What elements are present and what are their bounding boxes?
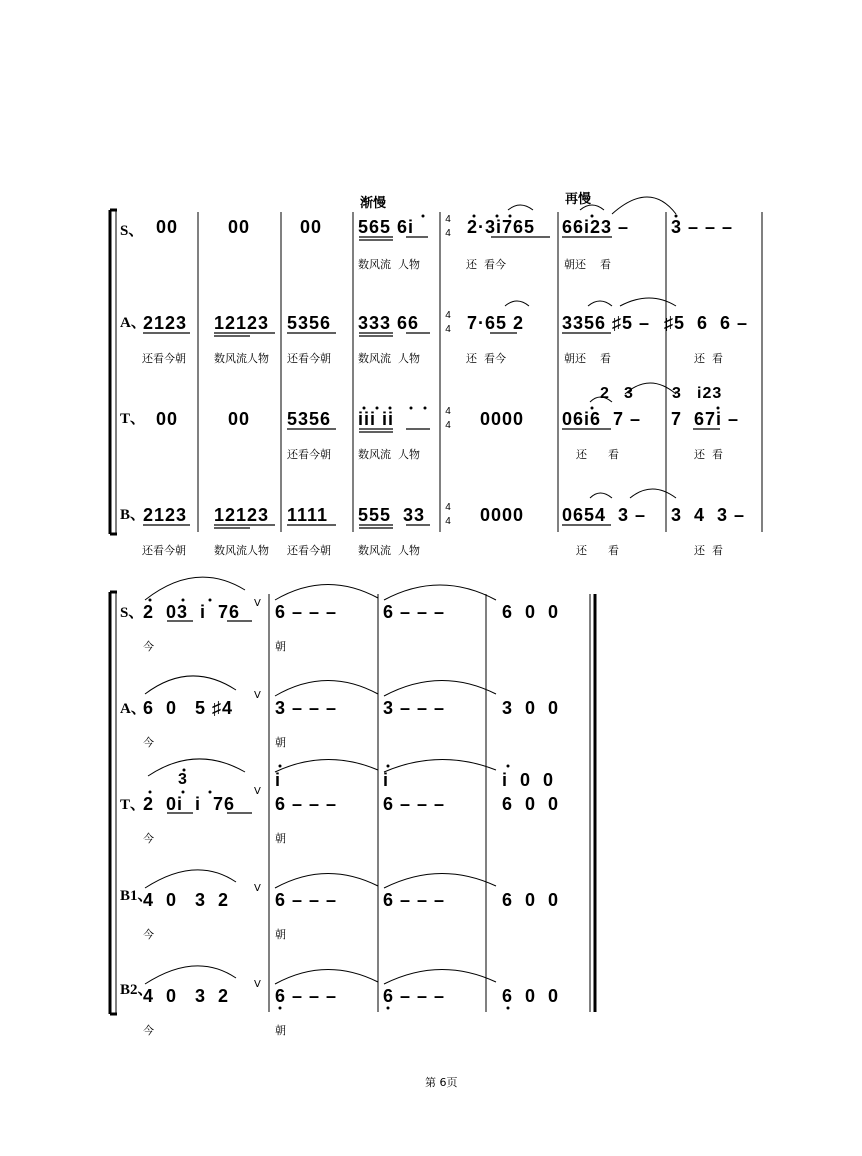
score-page: 渐慢 再慢 S、 A、 T、 B、 4 4 4 4 4 4 4 4 00 00 00 565 6i 2·3i765 66i23 – 3 – – – 数风流 人物 还 看今 朝还 看 2123 12123 5356 333 66 7·65 2 3356 ♯5 – ♯5 6 6 – 还看今朝 数风流人物 还看今朝 数风流 人物 还 看今 朝还 看 还 看 2 3 3 i23 00 00 5356 iii ii 0000 06i6 7 – 7 67i – 还看今朝 数风流 人物 还 看 还 看 2123 12123 1111 555 33 0000 0654 3 – 3 4 3 – 还看今朝 数风流人物 还看今朝 数风流 人物 还 看 还 看 S、 A、 T、 B1、 B2、 V V V V V 2 03 i 76 6 – – – 6 – – – 6 0 0 今 朝 6 0 5 ♯4 3 – – – 3 – – – 3 0 0 今 朝 3 i i i 0 0 2 0i i 76 6 – – – 6 – – – 6 0 0 今 朝 4 0 3 2 6 – – – 6 – – – 6 0 0 今 朝 4 0 3 2 6 – – – 6 – – – 6 0 0 今 朝 第 6页 (0, 0, 862, 1156)
alto-notes: 3 – – – (383, 698, 446, 718)
alto-notes: 5356 (287, 313, 332, 333)
voice-label-alto: A、 (120, 315, 146, 331)
tenor-notes: iii ii (358, 409, 395, 429)
alto-notes: ♯5 6 6 – (664, 313, 749, 333)
bass2-notes: 4 0 3 2 (143, 986, 230, 1006)
soprano-notes: 6 – – – (383, 602, 446, 622)
bass2-notes: 6 – – – (383, 986, 446, 1006)
tenor-notes: 2 0i i 76 (143, 794, 236, 814)
alto-notes: 7·65 2 (467, 313, 525, 333)
breath-mark: V (254, 598, 261, 609)
bass-notes: 555 33 (358, 505, 426, 525)
tenor-notes: 6 0 0 (502, 794, 560, 814)
alto-lyric: 还 看 (694, 352, 723, 365)
alto-notes: 3356 ♯5 – (562, 313, 651, 333)
bass-notes: 12123 (214, 505, 270, 525)
soprano-notes: 00 (228, 217, 251, 237)
tenor-upper-note: 3 (178, 771, 188, 788)
voice-label-alto: A、 (120, 701, 146, 717)
soprano-notes: 66i23 – (562, 217, 630, 237)
alto-notes: 3 0 0 (502, 698, 560, 718)
tenor-notes: 6 – – – (383, 794, 446, 814)
soprano-notes: 2·3i765 (467, 217, 536, 237)
bass1-lyric: 朝 (275, 928, 286, 941)
soprano-notes: 565 6i (358, 217, 415, 237)
soprano-notes: 2 03 i 76 (143, 602, 241, 622)
bass-lyric: 还 看 (576, 544, 619, 557)
voice-label-bass2: B2、 (120, 982, 153, 998)
tenor-lyric: 还 看 (694, 448, 723, 461)
alto-lyric: 数风流 人物 (358, 352, 420, 365)
soprano-lyric: 今 (143, 640, 154, 653)
bass-lyric: 还看今朝 (142, 544, 186, 557)
bass2-lyric: 今 (143, 1024, 154, 1037)
voice-label-tenor: T、 (120, 411, 146, 427)
soprano-lyric: 还 看今 (466, 258, 506, 271)
tenor-lyric: 朝 (275, 832, 286, 845)
breath-mark: V (254, 786, 261, 797)
soprano-notes: 6 – – – (275, 602, 338, 622)
tenor-upper-note: i 0 0 (502, 770, 555, 790)
bass2-lyric: 朝 (275, 1024, 286, 1037)
bass1-lyric: 今 (143, 928, 154, 941)
tenor-notes: 00 (156, 409, 179, 429)
tenor-lyric: 数风流 人物 (358, 448, 420, 461)
tenor-lyric: 还 看 (576, 448, 619, 461)
alto-notes: 2123 (143, 313, 188, 333)
bass-lyric: 还看今朝 (287, 544, 331, 557)
alto-lyric: 还看今朝 (287, 352, 331, 365)
bass-lyric: 数风流 人物 (358, 544, 420, 557)
soprano-lyric: 朝还 看 (564, 258, 611, 271)
bass1-notes: 6 – – – (275, 890, 338, 910)
voice-label-bass: B、 (120, 507, 146, 523)
tenor-upper-note: 3 (672, 385, 682, 402)
tenor-upper-note: i (383, 770, 390, 790)
alto-lyric: 数风流人物 (214, 352, 269, 365)
breath-mark: V (254, 979, 261, 990)
soprano-notes: 00 (300, 217, 323, 237)
tenor-notes: 06i6 7 – (562, 409, 642, 429)
alto-lyric: 还 看今 (466, 352, 506, 365)
bass1-notes: 6 0 0 (502, 890, 560, 910)
alto-notes: 12123 (214, 313, 270, 333)
tenor-upper-note: 2 (600, 385, 610, 402)
voice-label-bass1: B1、 (120, 888, 153, 904)
tenor-notes: 5356 (287, 409, 332, 429)
tenor-notes: 0000 (480, 409, 525, 429)
alto-lyric: 还看今朝 (142, 352, 186, 365)
page-number: 第 6页 (425, 1076, 458, 1089)
tenor-lyric: 还看今朝 (287, 448, 331, 461)
bass-notes: 1111 (287, 505, 329, 525)
voice-label-soprano: S、 (120, 223, 144, 239)
bass1-notes: 4 0 3 2 (143, 890, 230, 910)
alto-notes: 6 0 5 ♯4 (143, 698, 234, 718)
tenor-upper-note: 3 (624, 385, 634, 402)
soprano-notes: 6 0 0 (502, 602, 560, 622)
bass2-notes: 6 – – – (275, 986, 338, 1006)
bass-notes: 0000 (480, 505, 525, 525)
bass-lyric: 数风流人物 (214, 544, 269, 557)
alto-lyric: 今 (143, 736, 154, 749)
bass-lyric: 还 看 (694, 544, 723, 557)
alto-notes: 3 – – – (275, 698, 338, 718)
alto-lyric: 朝还 看 (564, 352, 611, 365)
soprano-notes: 00 (156, 217, 179, 237)
breath-mark: V (254, 883, 261, 894)
bass-notes: 0654 3 – (562, 505, 647, 525)
bass2-notes: 6 0 0 (502, 986, 560, 1006)
tempo-mark-gradually-slower: 渐慢 (360, 196, 387, 211)
breath-mark: V (254, 690, 261, 701)
tenor-notes: 6 – – – (275, 794, 338, 814)
soprano-lyric: 数风流 人物 (358, 258, 420, 271)
alto-notes: 333 66 (358, 313, 420, 333)
soprano-lyric: 朝 (275, 640, 286, 653)
alto-lyric: 朝 (275, 736, 286, 749)
tempo-mark-slower-again: 再慢 (565, 192, 592, 207)
tenor-notes: 00 (228, 409, 251, 429)
soprano-notes: 3 – – – (671, 217, 734, 237)
tenor-upper-note: i (275, 770, 282, 790)
tenor-lyric: 今 (143, 832, 154, 845)
bass-notes: 2123 (143, 505, 188, 525)
voice-label-soprano: S、 (120, 605, 144, 621)
bass1-notes: 6 – – – (383, 890, 446, 910)
tenor-upper-note: i23 (697, 385, 723, 402)
bass-notes: 3 4 3 – (671, 505, 746, 525)
tenor-notes: 7 67i – (671, 409, 740, 429)
voice-label-tenor: T、 (120, 797, 146, 813)
